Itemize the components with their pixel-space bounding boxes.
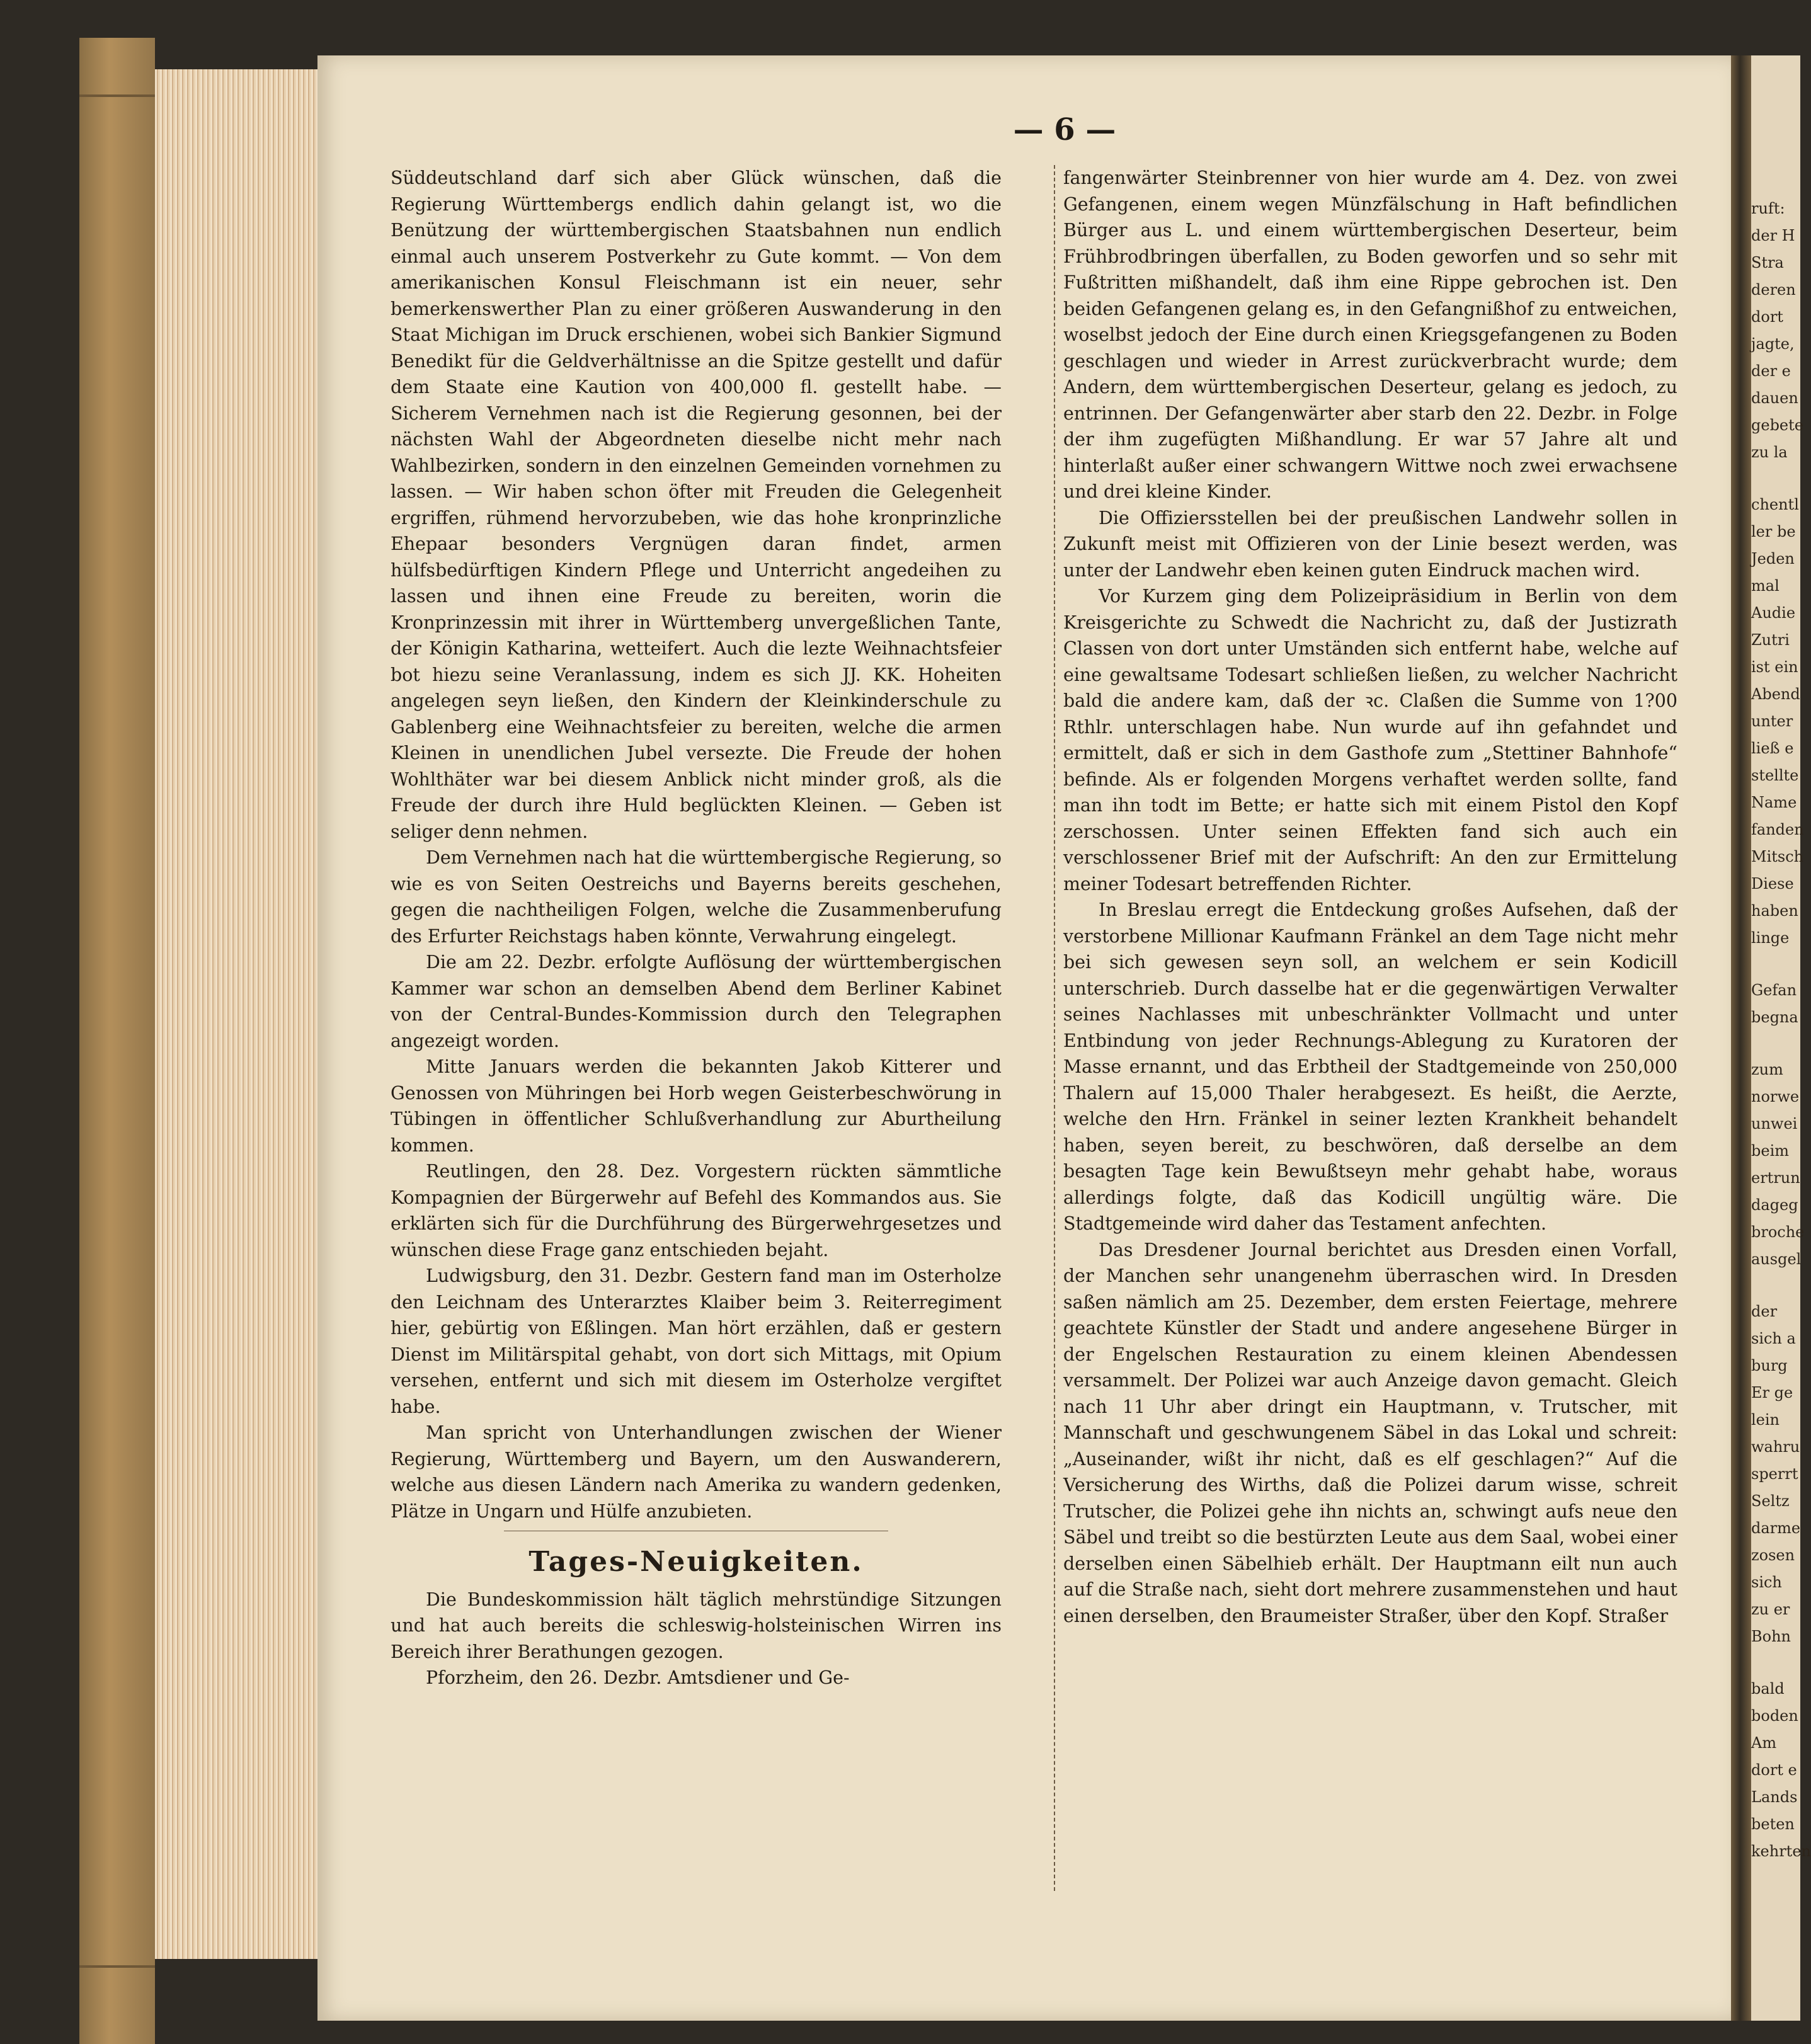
adjacent-page-text: Seltz bbox=[1751, 1492, 1790, 1510]
section-divider bbox=[504, 1531, 888, 1538]
adjacent-page-text: der H bbox=[1751, 227, 1795, 244]
adjacent-page-text: norwe bbox=[1751, 1088, 1800, 1105]
right-column bbox=[1063, 165, 1677, 1629]
section-title: Tages-Neuigkeiten. bbox=[528, 1546, 864, 1578]
paragraph: Ludwigsburg, den 31. Dezbr. Gestern fand man im Osterholze den Leichnam des Unterarztes Klaiber beim 3. Reiterregiment hier, gebürtig von Eßlingen. Man hört erzählen, daß er gestern Dienst im Militärspital gehabt, von dort sich Mittags, mit Opium versehen, entfernt und sich mit diesem im Osterholze vergiftet habe. bbox=[391, 1265, 1002, 1417]
adjacent-page-text: unter bbox=[1751, 712, 1793, 730]
adjacent-page-text: burg bbox=[1751, 1357, 1788, 1374]
adjacent-page-text: dort bbox=[1751, 308, 1783, 326]
book-cover-edge bbox=[79, 38, 155, 2044]
adjacent-page-text: unwei bbox=[1751, 1115, 1798, 1133]
adjacent-page-text: Lands bbox=[1751, 1788, 1798, 1806]
adjacent-page-text: Er ge bbox=[1751, 1384, 1793, 1402]
adjacent-page-text: Am bbox=[1751, 1734, 1777, 1752]
paragraph: fangenwärter Steinbrenner von hier wurde am 4. Dez. von zwei Gefangenen, einem wegen Münzfälschung in Haft befindlichen Bürger aus L. und einem württembergischen Deserteur, beim Frühbrodbringen überfallen, zu Boden geworfen und so sehr mit Fußtritten mißhandelt, daß ihm eine Rippe gebrochen ist. Den beiden Gefangenen gelang es, in den Gefangnißhof zu entweichen, woselbst jedoch der Eine durch einen Kriegsgefangenen zu Boden geschlagen und wieder in Arrest zurückverbracht wurde; dem Andern, dem württembergischen Deserteur, gelang es jedoch, zu entrinnen. Der Gefangenwärter aber starb den 22. Dezbr. in Folge der ihm zugefügten Mißhandlung. Er war 57 Jahre alt und hinterlaßt außer einer schwangern Wittwe noch zwei erwachsene und drei kleine Kinder. bbox=[1063, 168, 1677, 502]
adjacent-page-text: Zutri bbox=[1751, 631, 1790, 649]
adjacent-page-text: ruft: bbox=[1751, 200, 1785, 217]
adjacent-page-text: Jeden bbox=[1751, 550, 1795, 568]
adjacent-page-text: boden bbox=[1751, 1707, 1798, 1725]
adjacent-page-text: mal bbox=[1751, 577, 1780, 595]
adjacent-page-text: dageg bbox=[1751, 1196, 1798, 1214]
adjacent-page-text: Gefan bbox=[1751, 981, 1797, 999]
adjacent-page-text: ist ein bbox=[1751, 658, 1798, 676]
adjacent-page-text: lein bbox=[1751, 1411, 1780, 1429]
paragraph: Die Bundeskommission hält täglich mehrstündige Sitzungen und hat auch bereits die schleswig-holsteinischen Wirren ins Bereich ihrer Berathungen gezogen. bbox=[391, 1589, 1002, 1662]
adjacent-page-text: ausgel bbox=[1751, 1250, 1802, 1268]
adjacent-page-text: sich bbox=[1751, 1573, 1782, 1591]
paragraph: Das Dresdener Journal berichtet aus Dresden einen Vorfall, der Manchen sehr unangenehm überraschen wird. In Dresden saßen nämlich am 25. Dezember, dem ersten Feiertage, mehrere geachtete Künstler der Stadt und andere angesehene Bürger in der Engelschen Restauration zu einem kleinen Abendessen versammelt. Der Polizei war auch Anzeige davon gemacht. Gleich nach 11 Uhr aber dringt ein Hauptmann, v. Trutscher, mit Mannschaft und geschwungenem Säbel in das Lokal und schreit: „Auseinander, wißt ihr nicht, daß es elf geschlagen?“ Auf die Versicherung des Wirths, daß die Polizei darum wisse, schreit Trutscher, die Polizei gehe ihn nichts an, schwingt aufs neue den Säbel und treibt so die bestürzten Leute aus dem Saal, wobei einer derselben einen Säbelhieb erhält. Der Hauptmann eilt nun auch auf die Straße nach, sieht dort mehrere zusammenstehen und haut einen derselben, den Braumeister Straßer, über den Kopf. Straßer bbox=[1063, 1239, 1677, 1626]
adjacent-page-text: Audie bbox=[1751, 604, 1796, 622]
adjacent-page-text: fanden bbox=[1751, 821, 1804, 838]
adjacent-page-text: kehrten bbox=[1751, 1842, 1811, 1860]
left-column bbox=[391, 165, 1002, 1691]
adjacent-page-text: haben bbox=[1751, 902, 1798, 920]
adjacent-page-text: beten bbox=[1751, 1815, 1795, 1833]
adjacent-page-text: der e bbox=[1751, 362, 1791, 380]
adjacent-page-text: zosen bbox=[1751, 1546, 1795, 1564]
page-number bbox=[970, 112, 1159, 147]
adjacent-page-text: zu er bbox=[1751, 1601, 1790, 1618]
paragraph: In Breslau erregt die Entdeckung großes Aufsehen, daß der verstorbene Millionar Kaufmann Fränkel an dem Tage nicht mehr bei sich gewesen seyn soll, an welchem er sein Kodicill unterschrieb. Durch dasselbe hat er die gegenwärtigen Verwalter seines Nachlasses mit unbeschränkter Vollmacht und unter Entbindung von jeder Rechnungs-Ablegung zu Kuratoren der Masse ernannt, und das Erbtheil der Stadtgemeinde von 250,000 Thalern auf 15,000 Thaler herabgesezt. Es heißt, die Aerzte, welche den Hrn. Fränkel in seiner lezten Krankheit behandelt haben, seyen bereit, zu beschwören, daß derselbe an dem besagten Tage kein Bewußtseyn mehr gehabt habe, woraus allerdings folgte, daß das Kodicill ungültig wäre. Die Stadtgemeinde wird daher das Testament anfechten. bbox=[1063, 899, 1677, 1234]
adjacent-page-text: Diese bbox=[1751, 875, 1794, 893]
adjacent-page-text: ertrun bbox=[1751, 1169, 1800, 1187]
adjacent-page-text: Stra bbox=[1751, 254, 1784, 271]
adjacent-page-text: chentl bbox=[1751, 496, 1799, 513]
paragraph: Reutlingen, den 28. Dez. Vorgestern rückten sämmtliche Kompagnien der Bürgerwehr auf Befehl des Kommandos aus. Sie erklärten sich für die Durchführung des Bürgerwehrgesetzes und wünschen diese Frage ganz entschieden bejaht. bbox=[391, 1161, 1002, 1260]
adjacent-page-text: sich a bbox=[1751, 1330, 1796, 1347]
paragraph: Vor Kurzem ging dem Polizeipräsidium in Berlin von dem Kreisgerichte zu Schwedt die Nachricht zu, daß der Justizrath Classen von dort unter Umständen sich entfernt habe, welche auf eine gewaltsame Todesart schließen ließen, zu welcher Nachricht bald die andere kam, daß der ꝛc. Claßen die Summe von 1?00 Rthlr. unterschlagen habe. Nun wurde auf ihn gefahndet und ermittelt, daß er sich in dem Gasthofe zum „Stettiner Bahnhofe“ befinde. Als er folgenden Morgens verhaftet werden sollte, fand man ihn todt im Bette; er hatte sich mit einem Pistol den Kopf zerschossen. Unter seinen Effekten fand sich auch ein verschlossener Brief mit der Aufschrift: An den zur Ermittelung meiner Todesart betreffenden Richter. bbox=[1063, 586, 1677, 894]
adjacent-page-text: beim bbox=[1751, 1142, 1789, 1160]
cover-band bbox=[79, 94, 155, 97]
adjacent-page-text: zum bbox=[1751, 1061, 1783, 1078]
adjacent-page-text: dauen bbox=[1751, 389, 1798, 407]
adjacent-page-text: Bohn bbox=[1751, 1628, 1791, 1645]
adjacent-page-text: ler be bbox=[1751, 523, 1796, 540]
paragraph: Man spricht von Unterhandlungen zwischen der Wiener Regierung, Württemberg und Bayern, um den Auswanderern, welche aus diesen Ländern nach Amerika zu wandern gedenken, Plätze in Ungarn und Hülfe anzubieten. bbox=[391, 1422, 1002, 1522]
column-rule bbox=[1054, 165, 1055, 1891]
paragraph: Süddeutschland darf sich aber Glück wünschen, daß die Regierung Württembergs endlich dahin gelangt ist, wo die Benützung der württembergischen Staatsbahnen nun endlich einmal auch unserem Postverkehr zu Gute kommt. — Von dem amerikanischen Konsul Fleischmann ist ein neuer, sehr bemerkenswerther Plan zu einer größeren Auswanderung in den Staat Michigan im Druck erschienen, wobei sich Bankier Sigmund Benedikt für die Geldverhältnisse an die Spitze gestellt und dafür dem Staate eine Kaution von 400,000 fl. gestellt habe. — Sicherem Vernehmen nach ist die Regierung gesonnen, bei der nächsten Wahl der Abgeordneten dieselbe nicht mehr nach Wahlbezirken, sondern in den einzelnen Gemeinden vornehmen zu lassen. — Wir haben schon öfter mit Freuden die Gelegenheit ergriffen, rühmend hervorzubeben, wie das hohe kronprinzliche Ehepaar besonders Vergnügen daran findet, armen hülfsbedürftigen Kindern Pflege und Unterricht angedeihen zu lassen und ihnen eine Freude zu bereiten, worin die Kronprinzessin mit ihrer in Württemberg unvergeßlichen Tante, der Königin Katharina, wetteifert. Auch die lezte Weihnachtsfeier bot hiezu seine Veranlassung, indem es sich JJ. KK. Hoheiten angelegen seyn ließen, den Kindern der Kleinkinderschule zu Gablenberg eine Weihnachtsfeier zu bereiten, welche die armen Kleinen in unendlichen Jubel versezte. Die Freude der hohen Wohlthäter war bei diesem Anblick nicht minder groß, als die Freude der durch ihre Huld beglückten Kleinen. — Geben ist seliger denn nehmen. bbox=[391, 168, 1002, 842]
adjacent-page-text: bald bbox=[1751, 1680, 1785, 1698]
adjacent-page-text: deren bbox=[1751, 281, 1796, 299]
adjacent-page-text: sperrt bbox=[1751, 1465, 1798, 1483]
paragraph: Mitte Januars werden die bekannten Jakob Kitterer und Genossen von Mühringen bei Horb wegen Geisterbeschwörung in Tübingen in öffentlicher Schlußverhandlung zur Aburtheilung kommen. bbox=[391, 1056, 1002, 1156]
adjacent-page-fragment bbox=[1751, 55, 1811, 2021]
cover-band bbox=[79, 1965, 155, 1968]
adjacent-page-text: darme bbox=[1751, 1519, 1801, 1537]
adjacent-page-text: dort e bbox=[1751, 1761, 1797, 1779]
adjacent-page-text: jagte, bbox=[1751, 335, 1795, 353]
ornament-left: — bbox=[1013, 112, 1054, 147]
adjacent-page-text: gebete bbox=[1751, 416, 1803, 434]
paragraph: Pforzheim, den 26. Dezbr. Amtsdiener und Ge- bbox=[426, 1667, 850, 1688]
book-gutter bbox=[1731, 55, 1751, 2021]
adjacent-page-text: Abend bbox=[1751, 685, 1800, 703]
paragraph: Die am 22. Dezbr. erfolgte Auflösung der württembergischen Kammer war schon an demselben Abend dem Berliner Kabinet von der Central-Bundes-Kommission durch den Telegraphen angezeigt worden. bbox=[391, 952, 1002, 1051]
page-number-value: 6 bbox=[1054, 112, 1075, 147]
adjacent-page-text: begna bbox=[1751, 1008, 1798, 1026]
adjacent-page-text: Mitsch bbox=[1751, 848, 1804, 865]
page-edges bbox=[155, 69, 319, 1959]
adjacent-page-text: wahru bbox=[1751, 1438, 1800, 1456]
ornament-right: — bbox=[1075, 112, 1116, 147]
adjacent-page-text: linge bbox=[1751, 929, 1790, 947]
adjacent-page-text: Name bbox=[1751, 794, 1797, 811]
adjacent-page-text: der bbox=[1751, 1303, 1778, 1320]
adjacent-page-text: stellte bbox=[1751, 767, 1799, 784]
adjacent-page-text: broche bbox=[1751, 1223, 1805, 1241]
adjacent-page-text: zu la bbox=[1751, 443, 1788, 461]
paragraph: Die Offiziersstellen bei der preußischen Landwehr sollen in Zukunft meist mit Offizieren von der Linie besezt werden, was unter der Landwehr eben keinen guten Eindruck machen wird. bbox=[1063, 507, 1677, 581]
paragraph: Dem Vernehmen nach hat die württembergische Regierung, so wie es von Seiten Oestreichs und Bayerns bereits geschehen, gegen die nachtheiligen Folgen, welche die Zusammenberufung des Erfurter Reichstags haben könnte, Verwahrung eingelegt. bbox=[391, 847, 1002, 947]
adjacent-page-text: ließ e bbox=[1751, 739, 1794, 757]
